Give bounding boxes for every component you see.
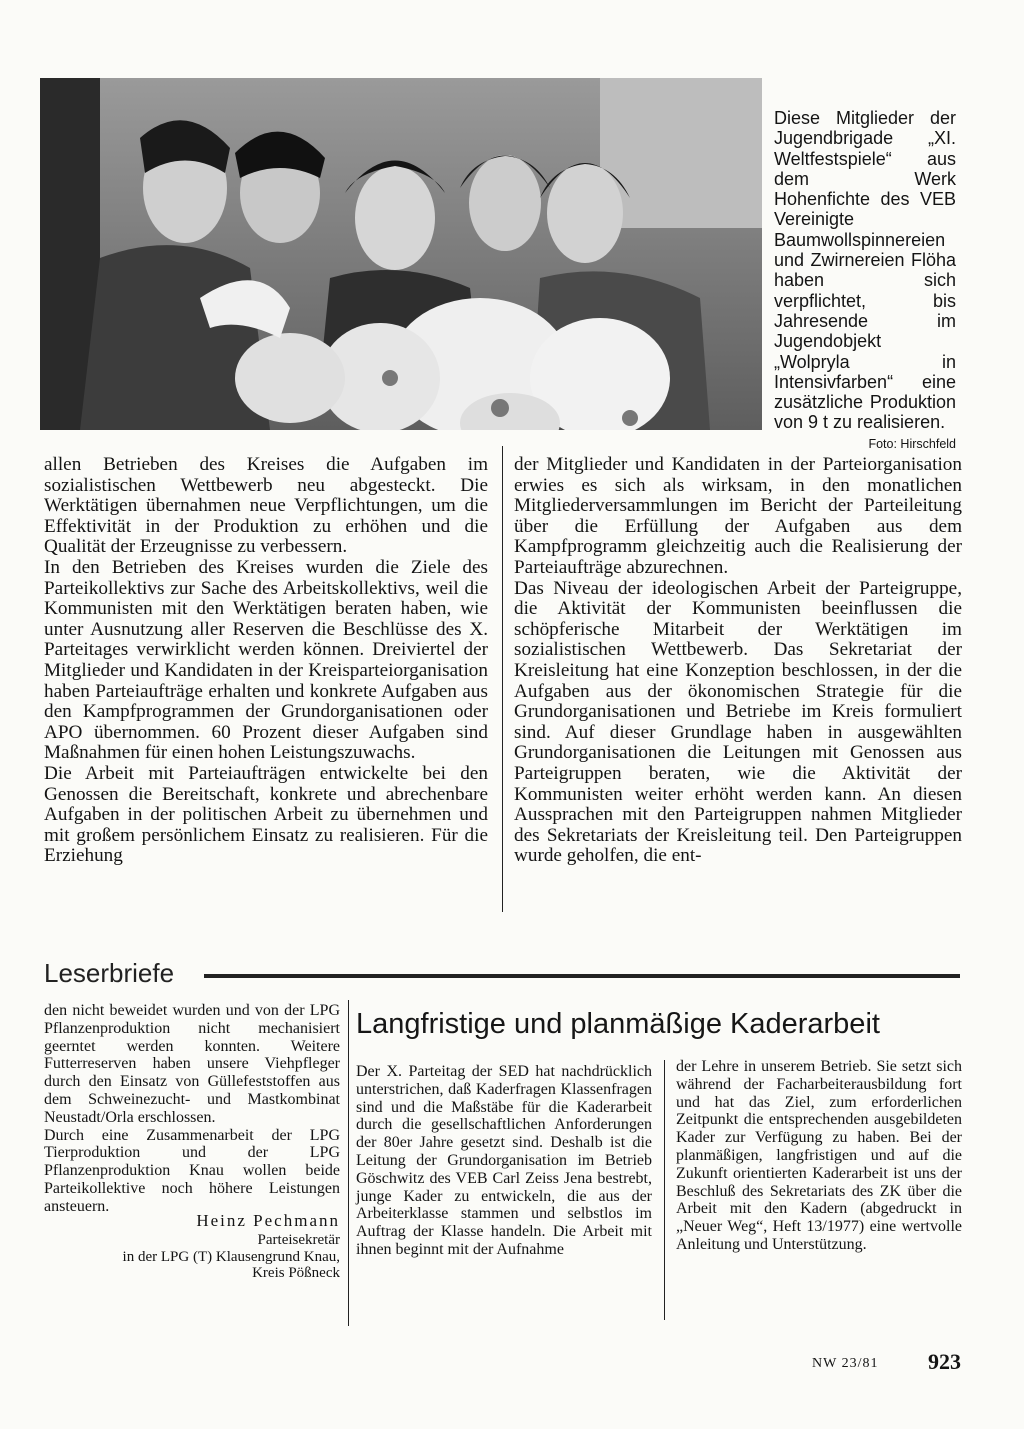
article-column-1	[44, 455, 488, 867]
article-paragraph: In den Betrieben des Kreises wurden die Ziele des Parteikollektivs zur Sache des Arbeitskollektivs, weil die Kommunisten mit den Werktätigen beraten haben, wie unter Ausnutzung aller Reserven die Beschlüsse des X. Parteitages verwirklicht werden können. Dreiviertel der Mitglieder und Kandidaten in der Kreisparteiorganisation haben Parteiaufträge erhalten und konkrete Aufgaben aus den Kampfprogrammen der Grundorganisationen oder APO übernommen. 60 Prozent dieser Aufgaben sind Maßnahmen für einen hohen Leistungszuwachs.	[44, 556, 488, 764]
photo-caption	[774, 108, 956, 453]
letter-paragraph: den nicht beweidet wurden und von der LPG Pflanzenproduktion nicht mechanisiert geerntet werden konnten. Weitere Futterreserven haben unsere Viehpfleger durch den Einsatz von Güllefeststoffen aus dem Schweinezucht- und Mastkombinat Neustadt/Orla erschlossen.	[44, 1002, 340, 1126]
article-column-2	[514, 455, 962, 867]
author-role: Parteisekretär	[257, 1232, 340, 1248]
letter-paragraph: Durch eine Zusammenarbeit der LPG Tierproduktion und der LPG Pflanzenproduktion Knau wollen beide Parteikollektive noch höhere Leistungen ansteuern.	[44, 1126, 340, 1215]
column-divider	[502, 446, 503, 912]
article-headline: Langfristige und planmäßige Kaderarbeit	[356, 1008, 880, 1040]
brigade-photo	[40, 78, 762, 430]
photo-illustration	[40, 78, 762, 430]
article-paragraph: der Mitglieder und Kandidaten in der Parteiorganisation erwies es sich als wirksam, in den monatlichen Mitgliederversammlungen im Bericht der Parteileitung über die Erfüllung der Aufgaben aus dem Kampfprogramm gleichzeitig auch die Realisierung der Parteiaufträge abzurechnen.	[514, 454, 962, 578]
photo-credit: Foto: Hirschfeld	[868, 436, 956, 451]
article2-column-2: der Lehre in unserem Betrieb. Sie setzt sich während der Facharbeiterausbildung fort und hat das Ziel, zum erforderlichen Zeitpunkt die entsprechenden ausgebildeten Kader zur Verfügung zu haben. Bei der planmäßigen, langfristigen und auf die Zukunft orientierten Kaderarbeit ist uns der Beschluß des Sekretariats des ZK über die Arbeit mit den Kadern (abgedruckt in „Neuer Weg“, Heft 13/1977) eine wertvolle Anleitung und Unterstützung.	[676, 1058, 962, 1253]
caption-text: Diese Mitglieder der Jugendbrigade „XI. Weltfestspiele“ aus dem Werk Hohenfichte des VEB Vereinigte Baumwollspinnereien und Zwirnereien Flöha haben sich verpflichtet, bis Jahresende im Jugendobjekt „Wolpryla in Intensivfarben“ eine zusätzliche Produktion von 9 t zu realisieren.	[774, 108, 956, 433]
letter-divider	[348, 1000, 349, 1326]
issue-label: NW 23/81	[812, 1356, 879, 1371]
article2-column-1: Der X. Parteitag der SED hat nachdrücklich unterstrichen, daß Kaderfragen Klassenfragen sind und die Maßstäbe für die Kaderarbeit durch die gesellschaftlichen Anforderungen der 80er Jahre gesetzt sind. Deshalb ist die Leitung der Grundorganisation im Betrieb Göschwitz des VEB Carl Zeiss Jena bestrebt, junge Kader zu entwickeln, die aus der Arbeiterklasse stammen und selbstlos im Auftrag der Klasse handeln. Die Arbeit mit ihnen beginnt mit der Aufnahme	[356, 1063, 652, 1258]
article-paragraph: allen Betrieben des Kreises die Aufgaben im sozialistischen Wettbewerb neu abgesteckt. Die Werktätigen übernahmen neue Verpflichtungen, um die Effektivität in der Produktion zu erhöhen und die Qualität der Erzeugnisse zu verbessern.	[44, 454, 488, 558]
section-title: Leserbriefe	[44, 958, 175, 988]
article-paragraph: Das Niveau der ideologischen Arbeit der Parteigruppe, die Aktivität der Kommunisten beeinflussen die schöpferische Mitarbeit der Werktätigen im sozialistischen Wettbewerb. Das Sekretariat der Kreisleitung hat eine Konzeption beschlossen, in der die Aufgaben aus der ökonomischen Strategie für die Grundorganisationen und Betriebe im Kreis formuliert sind. Auf dieser Grundlage haben in ausgewählten Grundorganisationen die Leitungen mit Genossen aus Parteigruppen beraten, wie die Aktivität der Kommunisten weiter erhöht werden kann. An diesen Aussprachen mit den Parteigruppen nahmen Mitglieder des Sekretariats der Kreisleitung teil. Den Parteigruppen wurde geholfen, die ent-	[514, 577, 962, 867]
letter-signature	[44, 1210, 340, 1282]
article2-divider	[664, 1060, 665, 1320]
section-rule	[204, 974, 960, 978]
page-number: 923	[928, 1349, 961, 1374]
author-place: Kreis Pößneck	[252, 1265, 340, 1281]
letter-column	[44, 1002, 340, 1216]
article-paragraph: Die Arbeit mit Parteiaufträgen entwickelte bei den Genossen die Bereitschaft, konkrete und abrechenbare Aufgaben in der politischen Arbeit zu übernehmen und mit großem persönlichem Einsatz zu realisieren. Für die Erziehung	[44, 762, 488, 867]
author-org: in der LPG (T) Klausengrund Knau,	[122, 1248, 340, 1265]
author-name: Heinz Pechmann	[196, 1211, 340, 1230]
